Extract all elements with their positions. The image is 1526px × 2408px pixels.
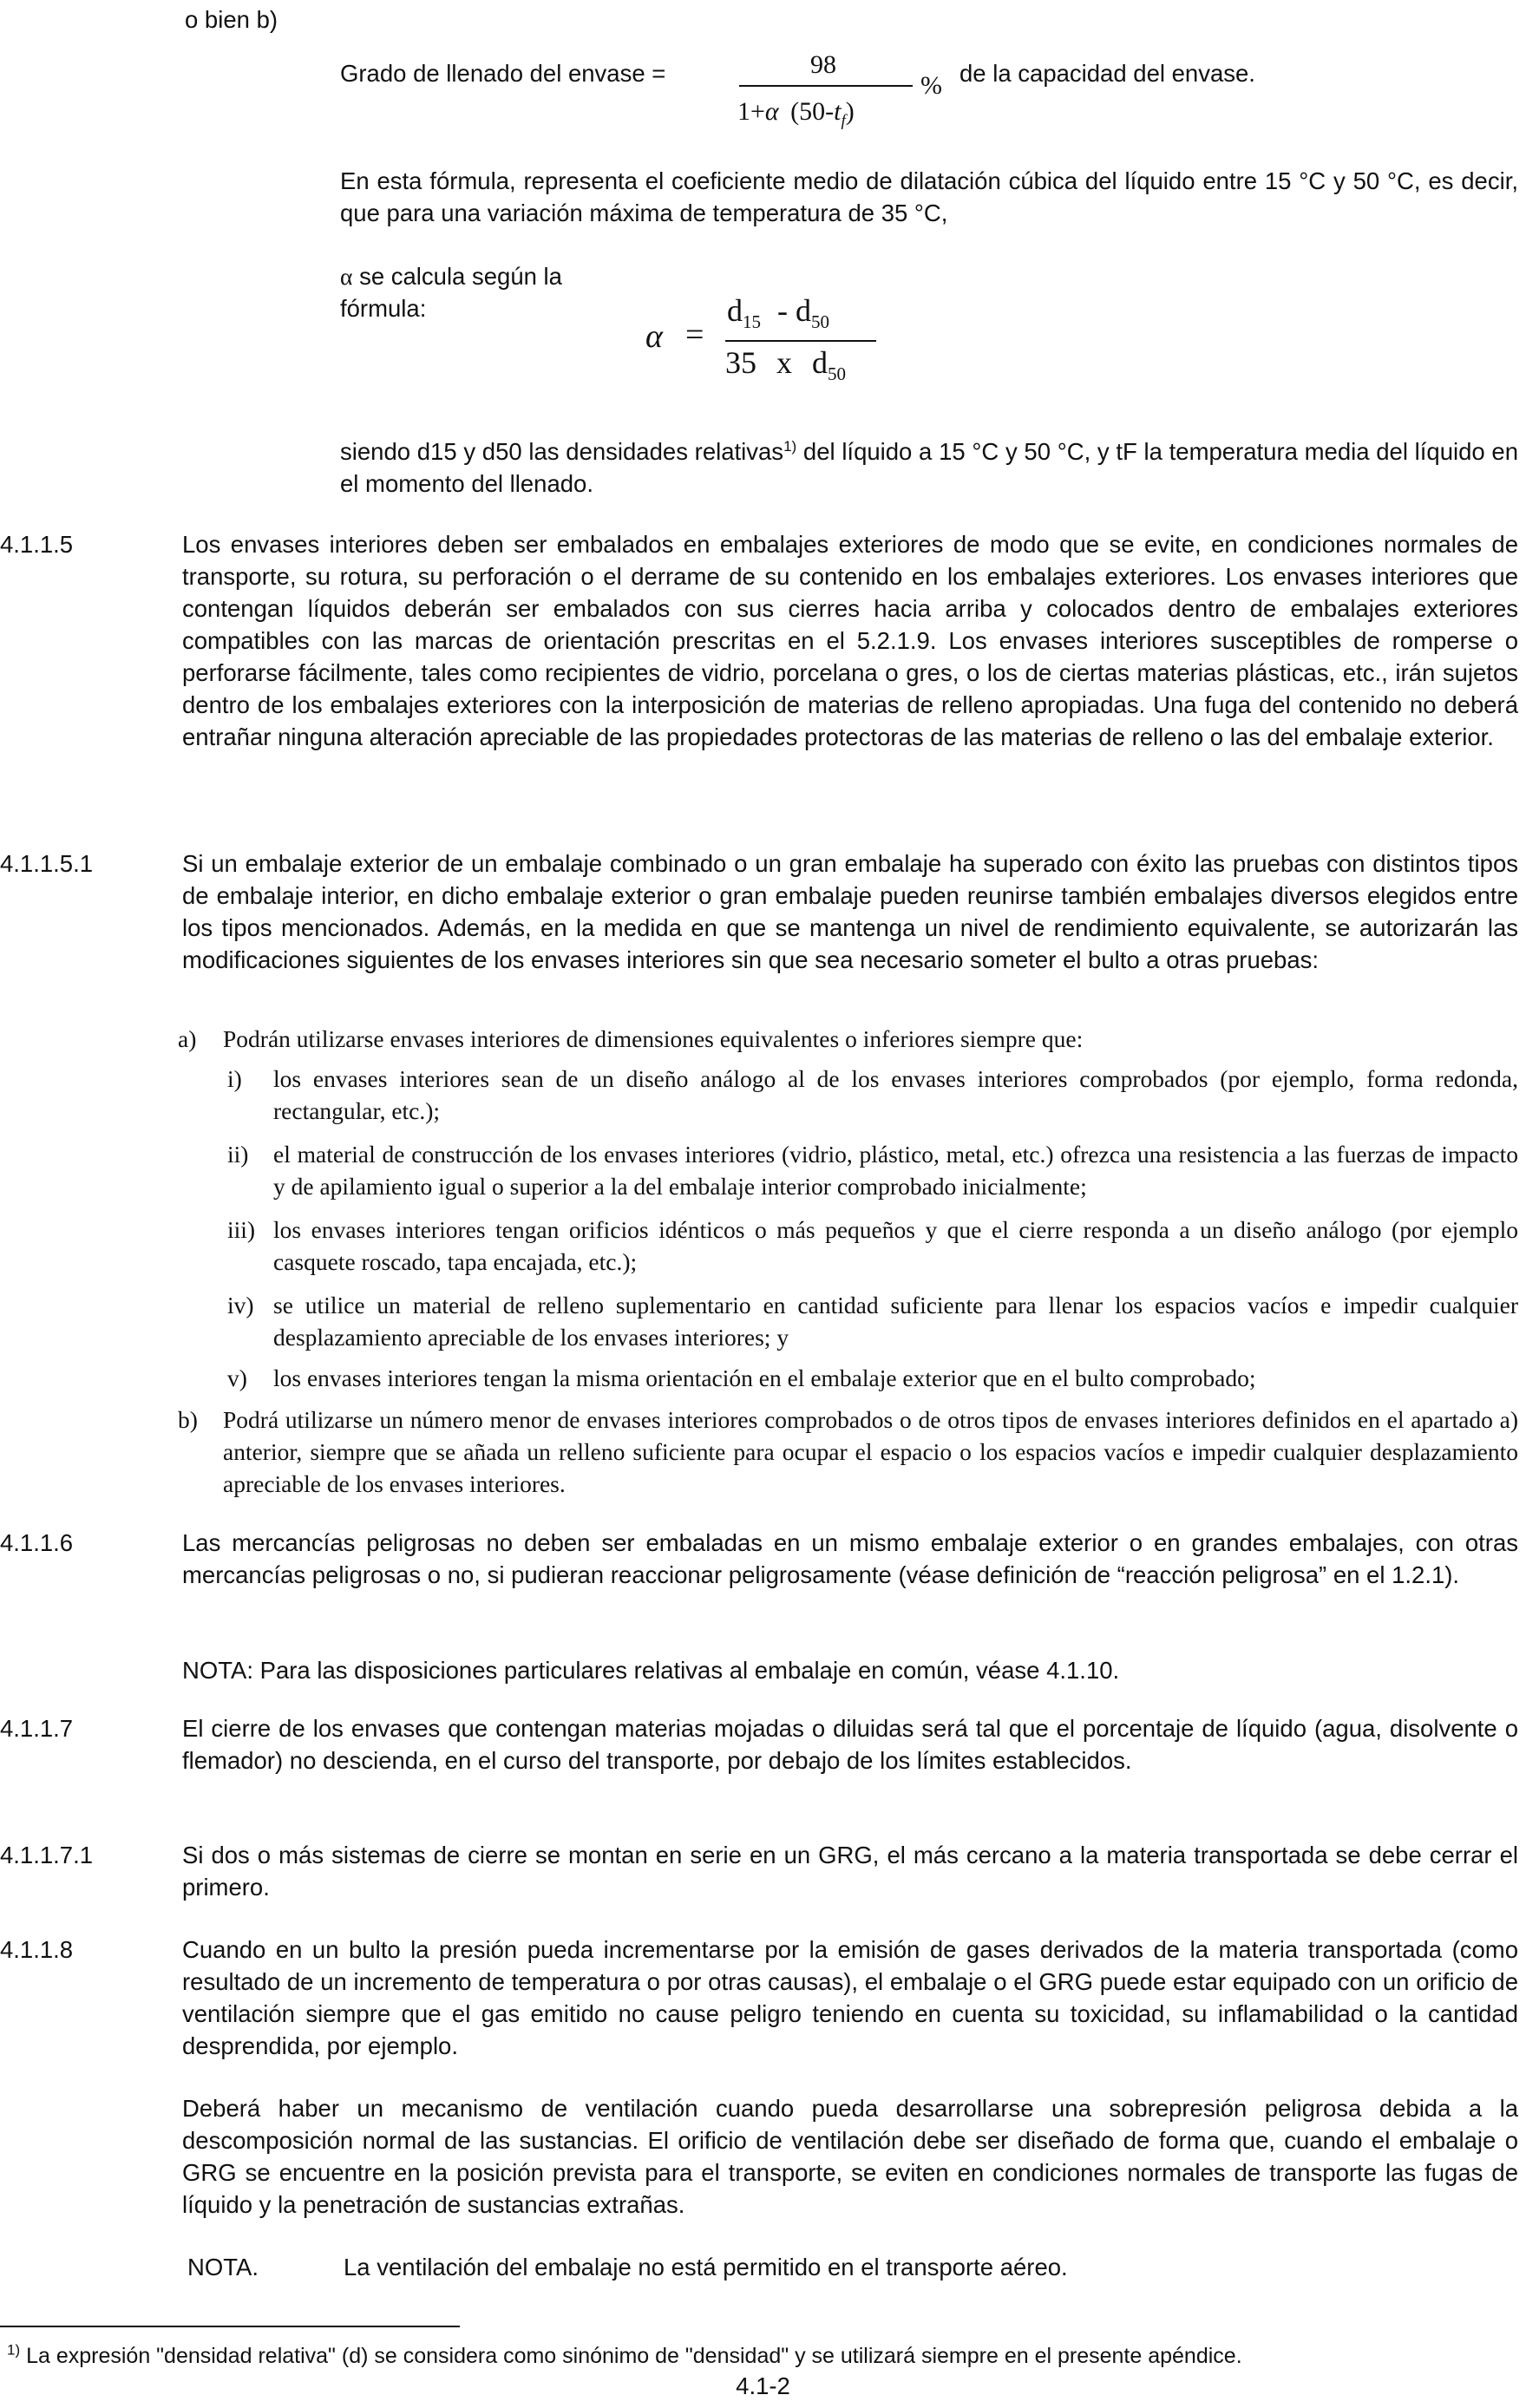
footnote-marker: 1) xyxy=(7,2341,21,2359)
fill-formula-fraction-bar xyxy=(739,85,913,87)
alpha-formula-fraction-bar xyxy=(725,340,876,342)
note-4-1-1-6: NOTA: Para las disposiciones particulares relativas al embalaje en común, véase 4.1.10. xyxy=(182,1657,1120,1684)
clause-number: 4.1.1.8 xyxy=(0,1936,74,1963)
alpha-formula-symbol: α xyxy=(645,318,663,355)
alpha-intro: α se calcula según la fórmula: xyxy=(340,263,562,322)
document-page: o bien b) Grado de llenado del envase = 98 1+α $(50-t_f)$ % de la capacidad del envase. En esta fórmula, representa el coeficiente medio de dilatación cúbica del líquido entre 15 °C y 50 °C, es decir, que para una variación máxima de temperatura de 35 °C, α se calcula según la fórmula: α = $d_{15} - d_{50}$ 35 x $d_{50}$ siendo d15 y d50 las densidades relativas$^{1)}$ del líquido a 15 °C y 50 °C, y tF la temperatura media del líquido en el momento del llenado. 4.1.1.5 Los envases interiores deben ser embalados en embalajes exteriores de modo que se evite, en condiciones normales de transporte, su rotura, su perforación o el derrame de su contenido en los embalajes exteriores. Los envases interiores que contengan líquidos deberán ser embalados con sus cierres hacia arriba y colocados dentro de embalajes exteriores compatibles con las marcas de orientación prescritas en el 5.2.1.9. Los envases interiores susceptibles de romperse o perforarse fácilmente, tales como recipientes de vidrio, porcelana o gres, o los de ciertas materias plásticas, etc., irán sujetos dentro de los embalajes exteriores con la interposición de materias de relleno apropiadas. Una fuga del contenido no deberá entrañar ninguna alteración apreciable de las propiedades protectoras de las materias de relleno o las del embalaje exterior. 4.1.1.5.1 Si un embalaje exterior de un embalaje combinado o un gran embalaje ha superado con éxito las pruebas con distintos tipos de embalaje interior, en dicho embalaje exterior o gran embalaje pueden reunirse también embalajes diversos elegidos entre los tipos mencionados. Además, en la medida en que se mantenga un nivel de rendimiento equivalente, se autorizarán las modificaciones siguientes de los envases interiores sin que sea necesario someter el bulto a otras pruebas: a) Podrán utilizarse envases interiores de dimensiones equivalentes o inferiores siempre que: i) los envases interiores sean de un diseño análogo al de los envases interiores comprobados (por ejemplo, forma redonda, rectangular, etc.); ii) el material de construcción de los envases interiores (vidrio, plástico, metal, etc.) ofrezca una resistencia a las fuerzas de impacto y de apilamiento igual o superior a la del embalaje interior comprobado inicialmente; iii) los envases interiores tengan orificios idénticos o más pequeños y que el cierre responda a un diseño análogo (por ejemplo casquete roscado, tapa encajada, etc.); iv) se utilice un material de relleno suplementario en cantidad suficiente para llenar los espacios vacíos e impedir cualquier desplazamiento apreciable de los envases interiores; y v) los envases interiores tengan la misma orientación en el embalaje exterior que en el bulto comprobado; b) Podrá utilizarse un número menor de envases interiores comprobados o de otros tipos de envases interiores definidos en el apartado a) anterior, siempre que se añada un relleno suficiente para ocupar el espacio o los espacios vacíos e impedir cualquier desplazamiento apreciable de los envases interiores. 4.1.1.6 Las mercancías peligrosas no deben ser embaladas en un mismo embalaje exterior o en grandes embalajes, con otras mercancías peligrosas o no, si pudieran reaccionar peligrosamente (véase definición de “reacción peligrosa” en el 1.2.1). NOTA: Para las disposiciones particulares relativas al embalaje en común, véase 4.1.10. 4.1.1.7 El cierre de los envases que contengan materias mojadas o diluidas será tal que el porcentaje de líquido (agua, disolvente o flemador) no descienda, en el curso del transporte, por debajo de los límites establecidos. 4.1.1.7.1 Si dos o más sistemas de cierre se montan en serie en un GRG, el más cercano a la materia transportada se debe cerrar el primero. 4.1.1.8 Cuando en un bulto la presión pueda incrementarse por la emisión de gases derivados de la materia transportada (como resultado de un incremento de temperatura o por otras causas), el embalaje o el GRG puede estar equipado con un orificio de ventilación siempre que el gas emitido no cause peligro teniendo en cuenta su toxicidad, su inflamabilidad o la cantidad desprendida, por ejemplo. Deberá haber un mecanismo de ventilación cuando pueda desarrollarse una sobrepresión peligrosa debida a la descomposición normal de las sustancias. El orificio de ventilación debe ser diseñado de forma que, cuando el embalaje o GRG se encuentre en la posición prevista para el transporte, se eviten en condiciones normales de transporte las fugas de líquido y la penetración de sustancias extrañas. NOTA. La ventilación del embalaje no está permitido en el transporte aéreo. $^{1)}$ La expresión "densidad relativa" (d) se considera como sinónimo de "densidad" y se utilizará siempre en el presente apéndice. 4.1-2 xyxy=(0,0,1526,2408)
clause-4-1-1-8-paragraph-2: Deberá haber un mecanismo de ventilación cuando pueda desarrollarse una sobrepresión peligrosa debida a la descomposición normal de las sustancias. El orificio de ventilación debe ser diseñado de forma que, cuando el embalaje o GRG se encuentre en la posición prevista para el transporte, se eviten en condiciones normales de transporte las fugas de líquido y la penetración de sustancias extrañas. xyxy=(182,2095,1518,2218)
densities-paragraph: siendo d15 y d50 las densidades relativas$^{1)}$ del líquido a 15 °C y 50 °C, y tF la temperatura media del líquido en el momento del llenado. xyxy=(340,437,1518,497)
alpha-formula-equals: = xyxy=(685,317,704,353)
clause-number: 4.1.1.7.1 xyxy=(0,1842,94,1868)
footnote xyxy=(7,2342,1516,2370)
intro-text: o bien b) xyxy=(185,6,278,33)
alpha-formula-denominator: 35 x $d_{50}$ xyxy=(725,345,846,385)
clause-text: Cuando en un bulto la presión pueda incrementarse por la emisión de gases derivados de la materia transportada (como resultado de un incremento de temperatura o por otras causas), el embalaje o el GRG puede estar equipado con un orificio de ventilación siempre que el gas emitido no cause peligro teniendo en cuenta su toxicidad, su inflamabilidad o la cantidad desprendida, por ejemplo. xyxy=(182,1936,1518,2059)
fill-formula-denominator: 1+α $(50-t_f)$ xyxy=(737,97,855,130)
clause-text: Si dos o más sistemas de cierre se montan en serie en un GRG, el más cercano a la materia transportada se debe cerrar el primero. xyxy=(182,1842,1518,1901)
clause-number: 4.1.1.7 xyxy=(0,1715,74,1742)
clause-text: Los envases interiores deben ser embalados en embalajes exteriores de modo que se evite, en condiciones normales de transporte, su rotura, su perforación o el derrame de su contenido en los embalajes exteriores. Los envases interiores que contengan líquidos deberán ser embalados con sus cierres hacia arriba y colocados dentro de embalajes exteriores compatibles con las marcas de orientación prescritas en el 5.2.1.9. Los envases interiores susceptibles de romperse o perforarse fácilmente, tales como recipientes de vidrio, porcelana o gres, o los de ciertas materias plásticas, etc., irán sujetos dentro de los embalajes exteriores con la interposición de materias de relleno apropiadas. Una fuga del contenido no deberá entrañar ninguna alteración apreciable de las propiedades protectoras de las materias de relleno o las del embalaje exterior. xyxy=(182,531,1518,750)
clause-number: 4.1.1.5.1 xyxy=(0,850,94,877)
clause-text: El cierre de los envases que contengan materias mojadas o diluidas será tal que el porcentaje de líquido (agua, disolvente o flemador) no descienda, en el curso del transporte, por debajo de los límites establecidos. xyxy=(182,1715,1518,1774)
clause-text: Las mercancías peligrosas no deben ser embaladas en un mismo embalaje exterior o en grandes embalajes, con otras mercancías peligrosas o no, si pudieran reaccionar peligrosamente (véase definición de “reacción peligrosa” en el 1.2.1). xyxy=(182,1529,1518,1588)
fill-formula-label: Grado de llenado del envase = xyxy=(340,60,666,87)
footnote-text: La expresión "densidad relativa" (d) se considera como sinónimo de "densidad" y se utilizará siempre en el presente apéndice. xyxy=(20,2344,1242,2368)
fill-formula-suffix: de la capacidad del envase. xyxy=(959,60,1255,87)
footnote-ref: 1) xyxy=(783,437,797,455)
alpha-formula-numerator: $d_{15} - d_{50}$ xyxy=(727,293,829,333)
clause-text: Si un embalaje exterior de un embalaje combinado o un gran embalaje ha superado con éxito las pruebas con distintos tipos de embalaje interior, en dicho embalaje exterior o gran embalaje pueden reunirse también embalajes diversos elegidos entre los tipos mencionados. Además, en la medida en que se mantenga un nivel de rendimiento equivalente, se autorizarán las modificaciones siguientes de los envases interiores sin que sea necesario someter el bulto a otras pruebas: xyxy=(182,850,1518,973)
note-4-1-1-8-text: La ventilación del embalaje no está permitido en el transporte aéreo. xyxy=(344,2254,1068,2280)
clause-number: 4.1.1.5 xyxy=(0,531,74,558)
formula-explanation: En esta fórmula, representa el coeficiente medio de dilatación cúbica del líquido entre 15 °C y 50 °C, es decir, que para una variación máxima de temperatura de 35 °C, xyxy=(340,167,1518,226)
fill-formula-numerator: 98 xyxy=(810,50,836,79)
page-number: 4.1-2 xyxy=(736,2372,790,2399)
footnote-divider xyxy=(0,2326,460,2327)
note-4-1-1-8-label: NOTA. xyxy=(187,2254,259,2280)
clause-number: 4.1.1.6 xyxy=(0,1529,74,1556)
fill-formula-percent: % xyxy=(920,71,942,100)
